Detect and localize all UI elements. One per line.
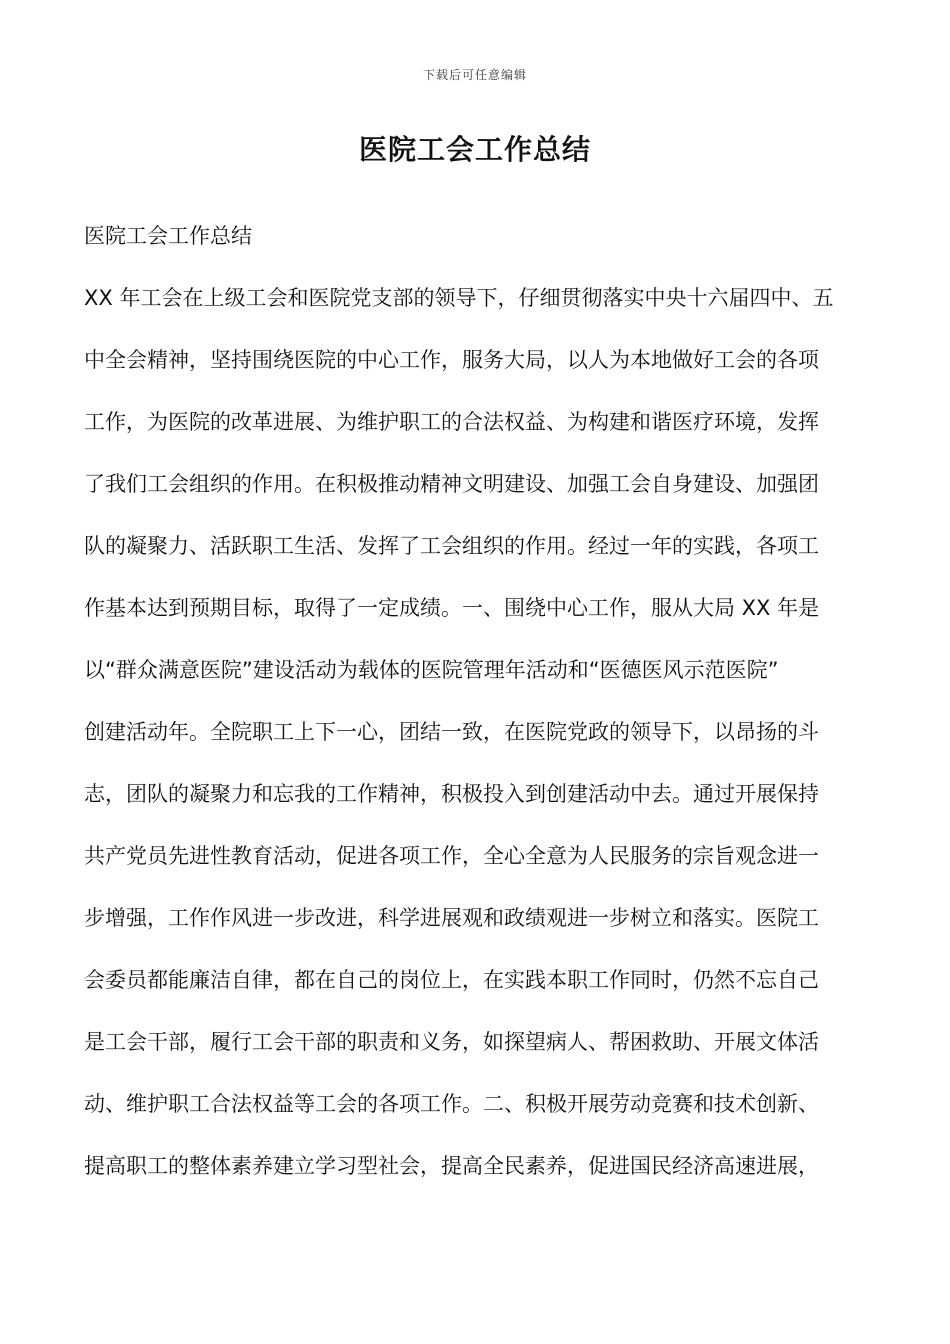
header-note: 下载后可任意编辑 — [422, 68, 527, 82]
document-subtitle: 医院工会工作总结 — [84, 224, 252, 248]
body-line: 队的凝聚力、活跃职工生活、发挥了工会组织的作用。经过一年的实践，各项工 — [84, 534, 819, 558]
document-body — [84, 216, 874, 1208]
body-line: 提高职工的整体素养建立学习型社会，提高全民素养，促进国民经济高速进展， — [84, 1154, 819, 1178]
body-line: 志，团队的凝聚力和忘我的工作精神，积极投入到创建活动中去。通过开展保持 — [84, 782, 819, 806]
body-line: 会委员都能廉洁自律，都在自己的岗位上，在实践本职工作同时，仍然不忘自己 — [84, 968, 819, 992]
body-line: 中全会精神，坚持围绕医院的中心工作，服务大局，以人为本地做好工会的各项 — [84, 348, 819, 372]
body-line: 作基本达到预期目标，取得了一定成绩。一、围绕中心工作，服从大局 XX 年是 — [84, 596, 820, 620]
body-line: 步增强，工作作风进一步改进，科学进展观和政绩观进一步树立和落实。医院工 — [84, 906, 819, 930]
document-title: 医院工会工作总结 — [358, 133, 591, 166]
body-line: 是工会干部，履行工会干部的职责和义务，如探望病人、帮困救助、开展文体活 — [84, 1030, 819, 1054]
body-line: 工作，为医院的改革进展、为维护职工的合法权益、为构建和谐医疗环境，发挥 — [84, 410, 819, 434]
body-line: 动、维护职工合法权益等工会的各项工作。二、积极开展劳动竞赛和技术创新、 — [84, 1092, 819, 1116]
body-line: 了我们工会组织的作用。在积极推动精神文明建设、加强工会自身建设、加强团 — [84, 472, 819, 496]
body-line: 以“群众满意医院”建设活动为载体的医院管理年活动和“医德医风示范医院” — [84, 658, 779, 682]
body-line: 创建活动年。全院职工上下一心，团结一致，在医院党政的领导下，以昂扬的斗 — [84, 720, 819, 744]
body-line: XX 年工会在上级工会和医院党支部的领导下，仔细贯彻落实中央十六届四中、五 — [84, 286, 834, 310]
body-line: 共产党员先进性教育活动，促进各项工作，全心全意为人民服务的宗旨观念进一 — [84, 844, 819, 868]
